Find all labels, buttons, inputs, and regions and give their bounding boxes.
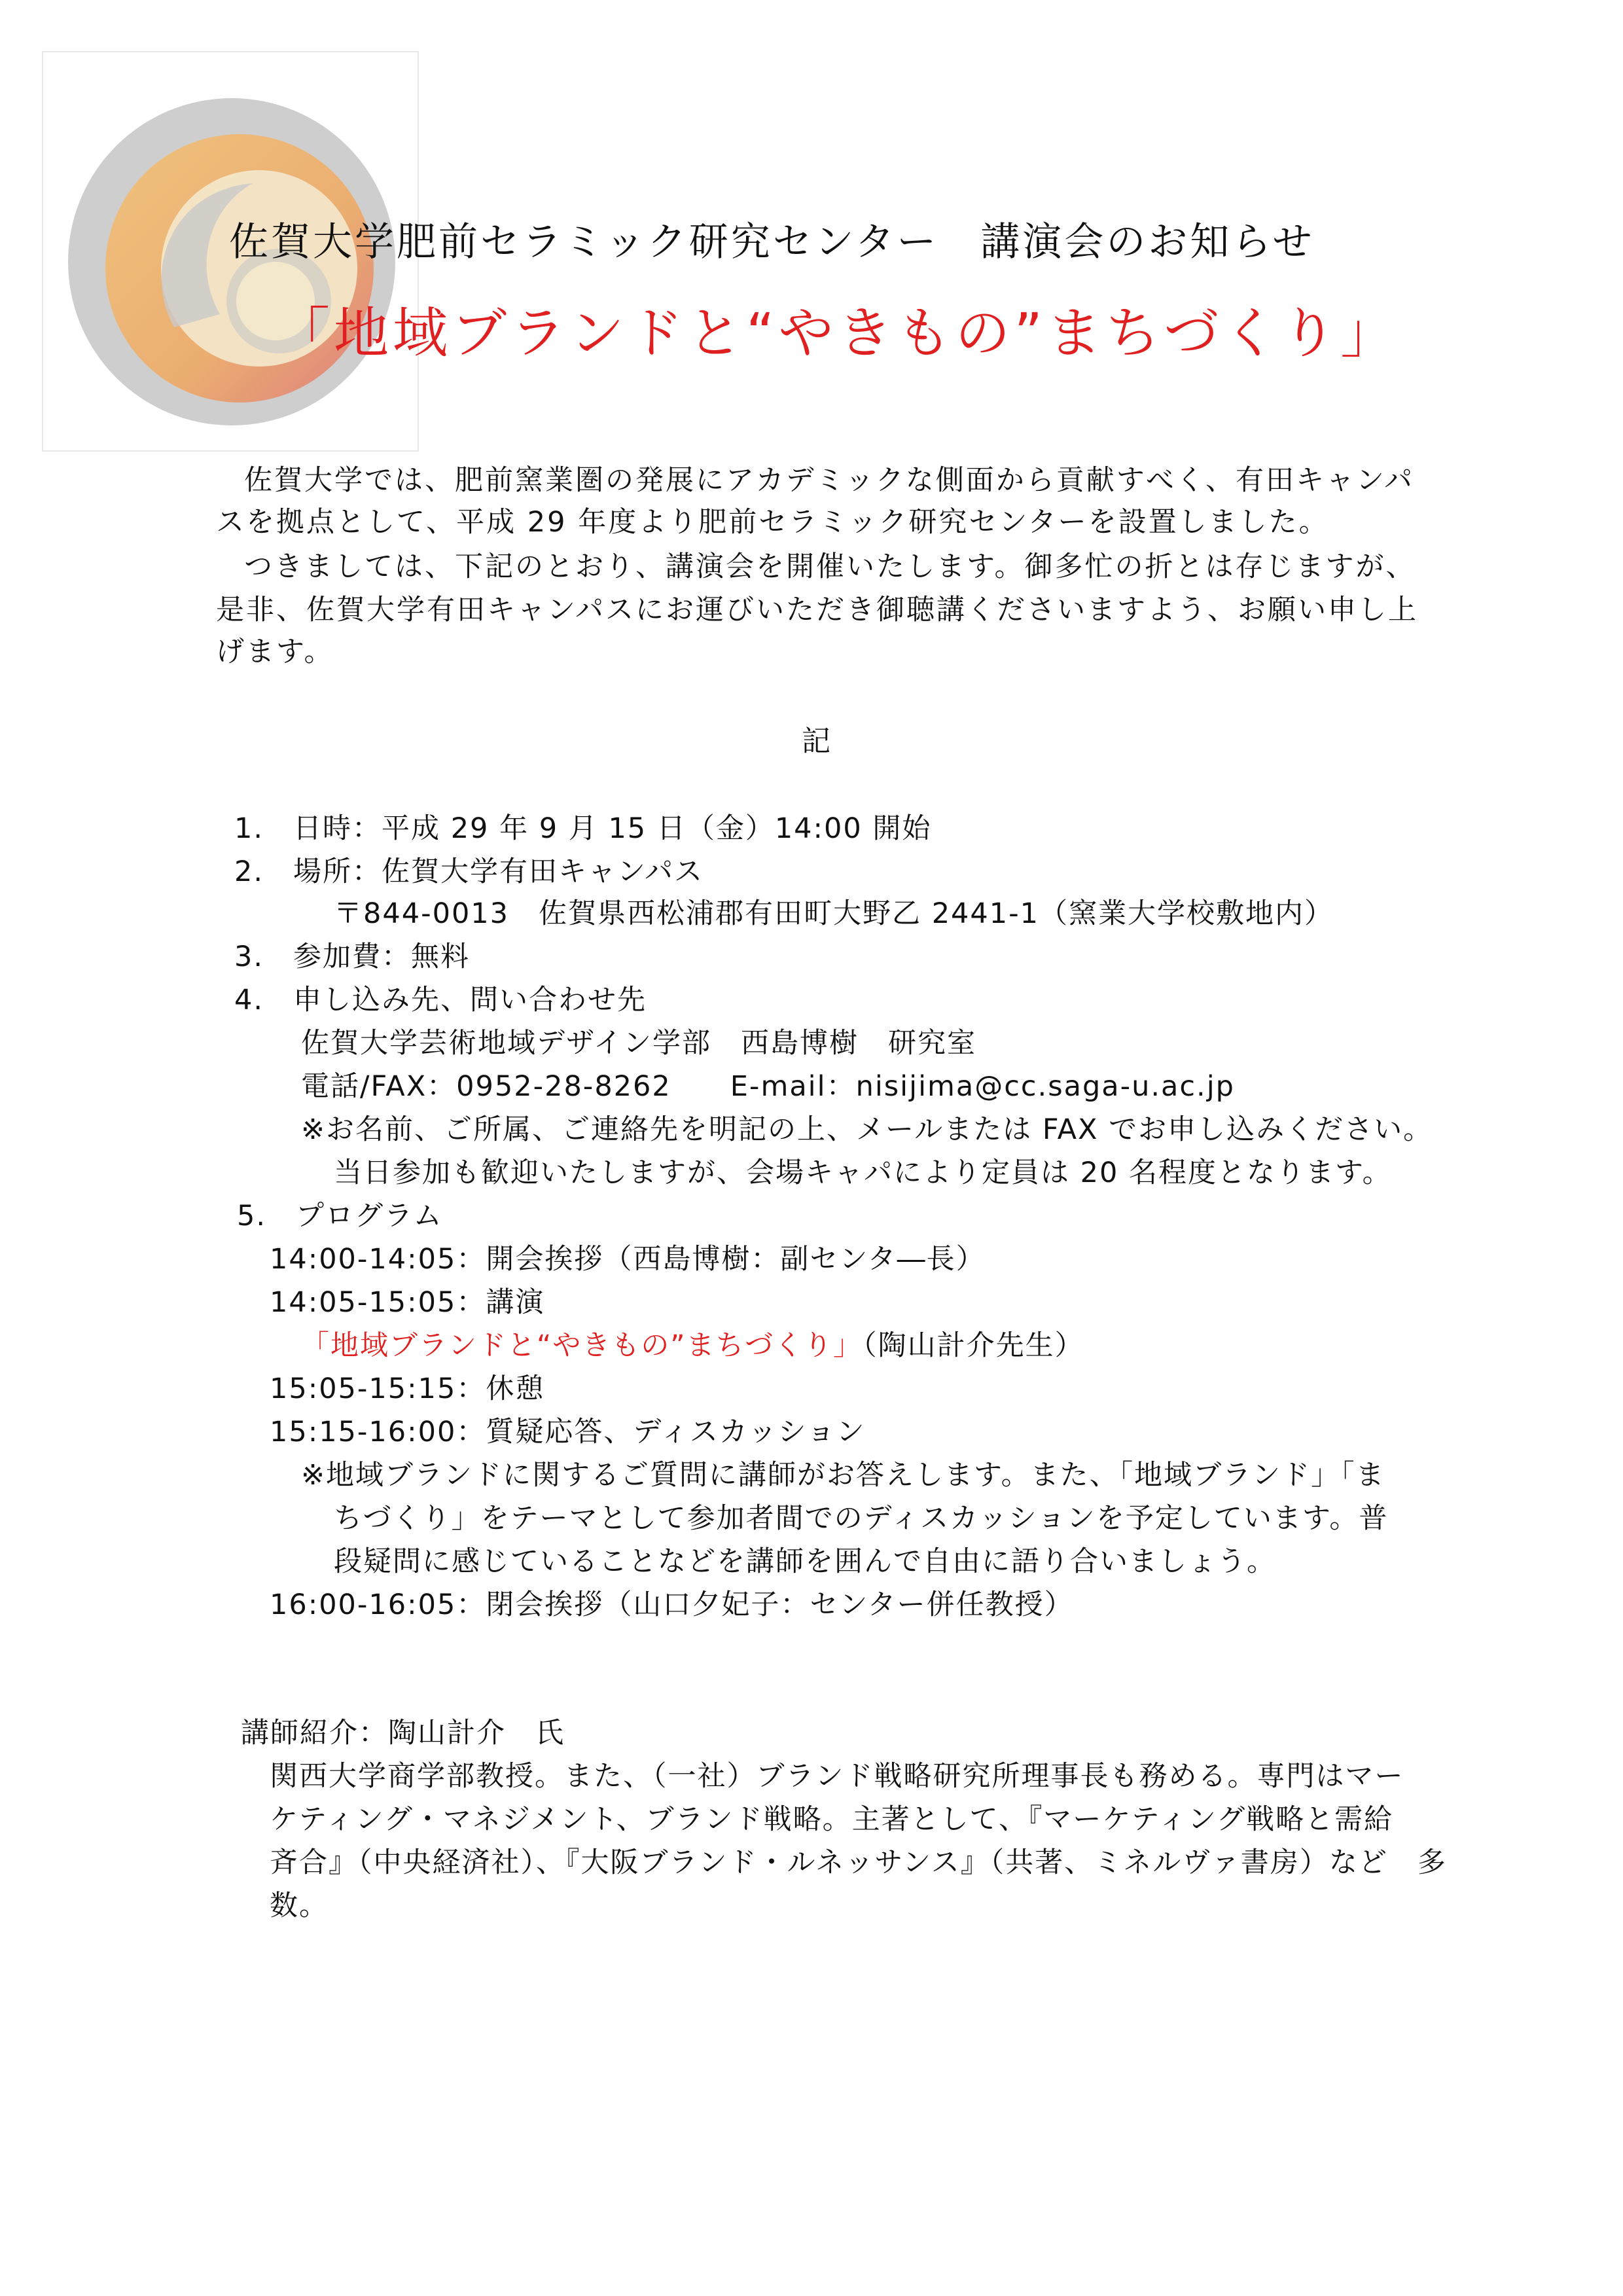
speaker-heading: 講師紹介：陶山計介 氏 <box>241 1717 565 1749</box>
detail-program-heading: 5. プログラム <box>237 1200 443 1232</box>
program-lecture-title-line <box>301 1323 1084 1363</box>
detail-contact-note: 当日参加も歓迎いたしますが、会場キャパにより定員は 20 名程度となります。 <box>334 1157 1392 1189</box>
detail-contact-org: 佐賀大学芸術地域デザイン学部 西島博樹 研究室 <box>301 1027 976 1060</box>
program-item: 16:00-16:05：閉会挨拶（山口夕妃子：センター併任教授） <box>270 1588 1074 1621</box>
program-item: 15:05-15:15：休憩 <box>270 1372 545 1405</box>
speaker-bio-line: 斉合』（中央経済社）、『大阪ブランド・ルネッサンス』（共著、ミネルヴァ書房）など 多 <box>270 1846 1447 1879</box>
ki-heading: 記 <box>802 725 830 758</box>
speaker-bio-line: 数。 <box>270 1890 329 1922</box>
intro-line: つきましては、下記のとおり、講演会を開催いたします。御多忙の折とは存じますが、 <box>244 550 1416 583</box>
lecture-title: 「地域ブランドと“やきもの”まちづくり」 <box>301 1329 863 1362</box>
program-item: 14:00-14:05：開会挨拶（西島博樹：副センタ―長） <box>270 1243 986 1276</box>
detail-venue: 2. 場所：佐賀大学有田キャンパス <box>234 855 704 888</box>
lecture-speaker: （陶山計介先生） <box>863 1329 1084 1362</box>
intro-line: スを拠点として、平成 29 年度より肥前セラミック研究センターを設置しました。 <box>216 506 1329 539</box>
detail-contact-note: ※お名前、ご所属、ご連絡先を明記の上、メールまたは FAX でお申し込みください。 <box>301 1113 1433 1146</box>
intro-line: 是非、佐賀大学有田キャンパスにお運びいただき御聴講くださいますよう、お願い申し上 <box>216 594 1418 626</box>
speaker-bio-line: ケティング・マネジメント、ブランド戦略。主著として、『マーケティング戦略と需給 <box>270 1803 1394 1836</box>
program-item: 15:15-16:00：質疑応答、ディスカッション <box>270 1416 866 1448</box>
detail-venue-address: 〒844-0013 佐賀県西松浦郡有田町大野乙 2441-1（窯業大学校敷地内） <box>334 897 1334 930</box>
program-item: 14:05-15:05：講演 <box>270 1286 545 1319</box>
program-note: ※地域ブランドに関するご質問に講師がお答えします。また、「地域ブランド」「ま <box>301 1459 1385 1492</box>
detail-contact-phone-email: 電話/FAX：0952-28-8262 E-mail：nisijima@cc.saga-u.ac.jp <box>301 1070 1235 1103</box>
main-title: 「地域ブランドと“やきもの”まちづくり」 <box>275 301 1400 365</box>
program-note: ちづくり」をテーマとして参加者間でのディスカッションを予定しています。普 <box>334 1502 1389 1535</box>
detail-contact-heading: 4. 申し込み先、問い合わせ先 <box>234 984 647 1016</box>
intro-line: 佐賀大学では、肥前窯業圏の発展にアカデミックな側面から貢献すべく、有田キャンパ <box>244 464 1414 497</box>
program-note: 段疑問に感じていることなどを講師を囲んで自由に語り合いましょう。 <box>334 1545 1276 1578</box>
detail-fee: 3. 参加費：無料 <box>234 941 471 973</box>
header-title: 佐賀大学肥前セラミック研究センター 講演会のお知らせ <box>229 219 1315 265</box>
detail-datetime: 1. 日時：平成 29 年 9 月 15 日（金）14:00 開始 <box>234 812 932 845</box>
intro-line: げます。 <box>216 636 334 668</box>
speaker-bio-line: 関西大学商学部教授。また、（一社）ブランド戦略研究所理事長も務める。専門はマー <box>270 1760 1404 1793</box>
